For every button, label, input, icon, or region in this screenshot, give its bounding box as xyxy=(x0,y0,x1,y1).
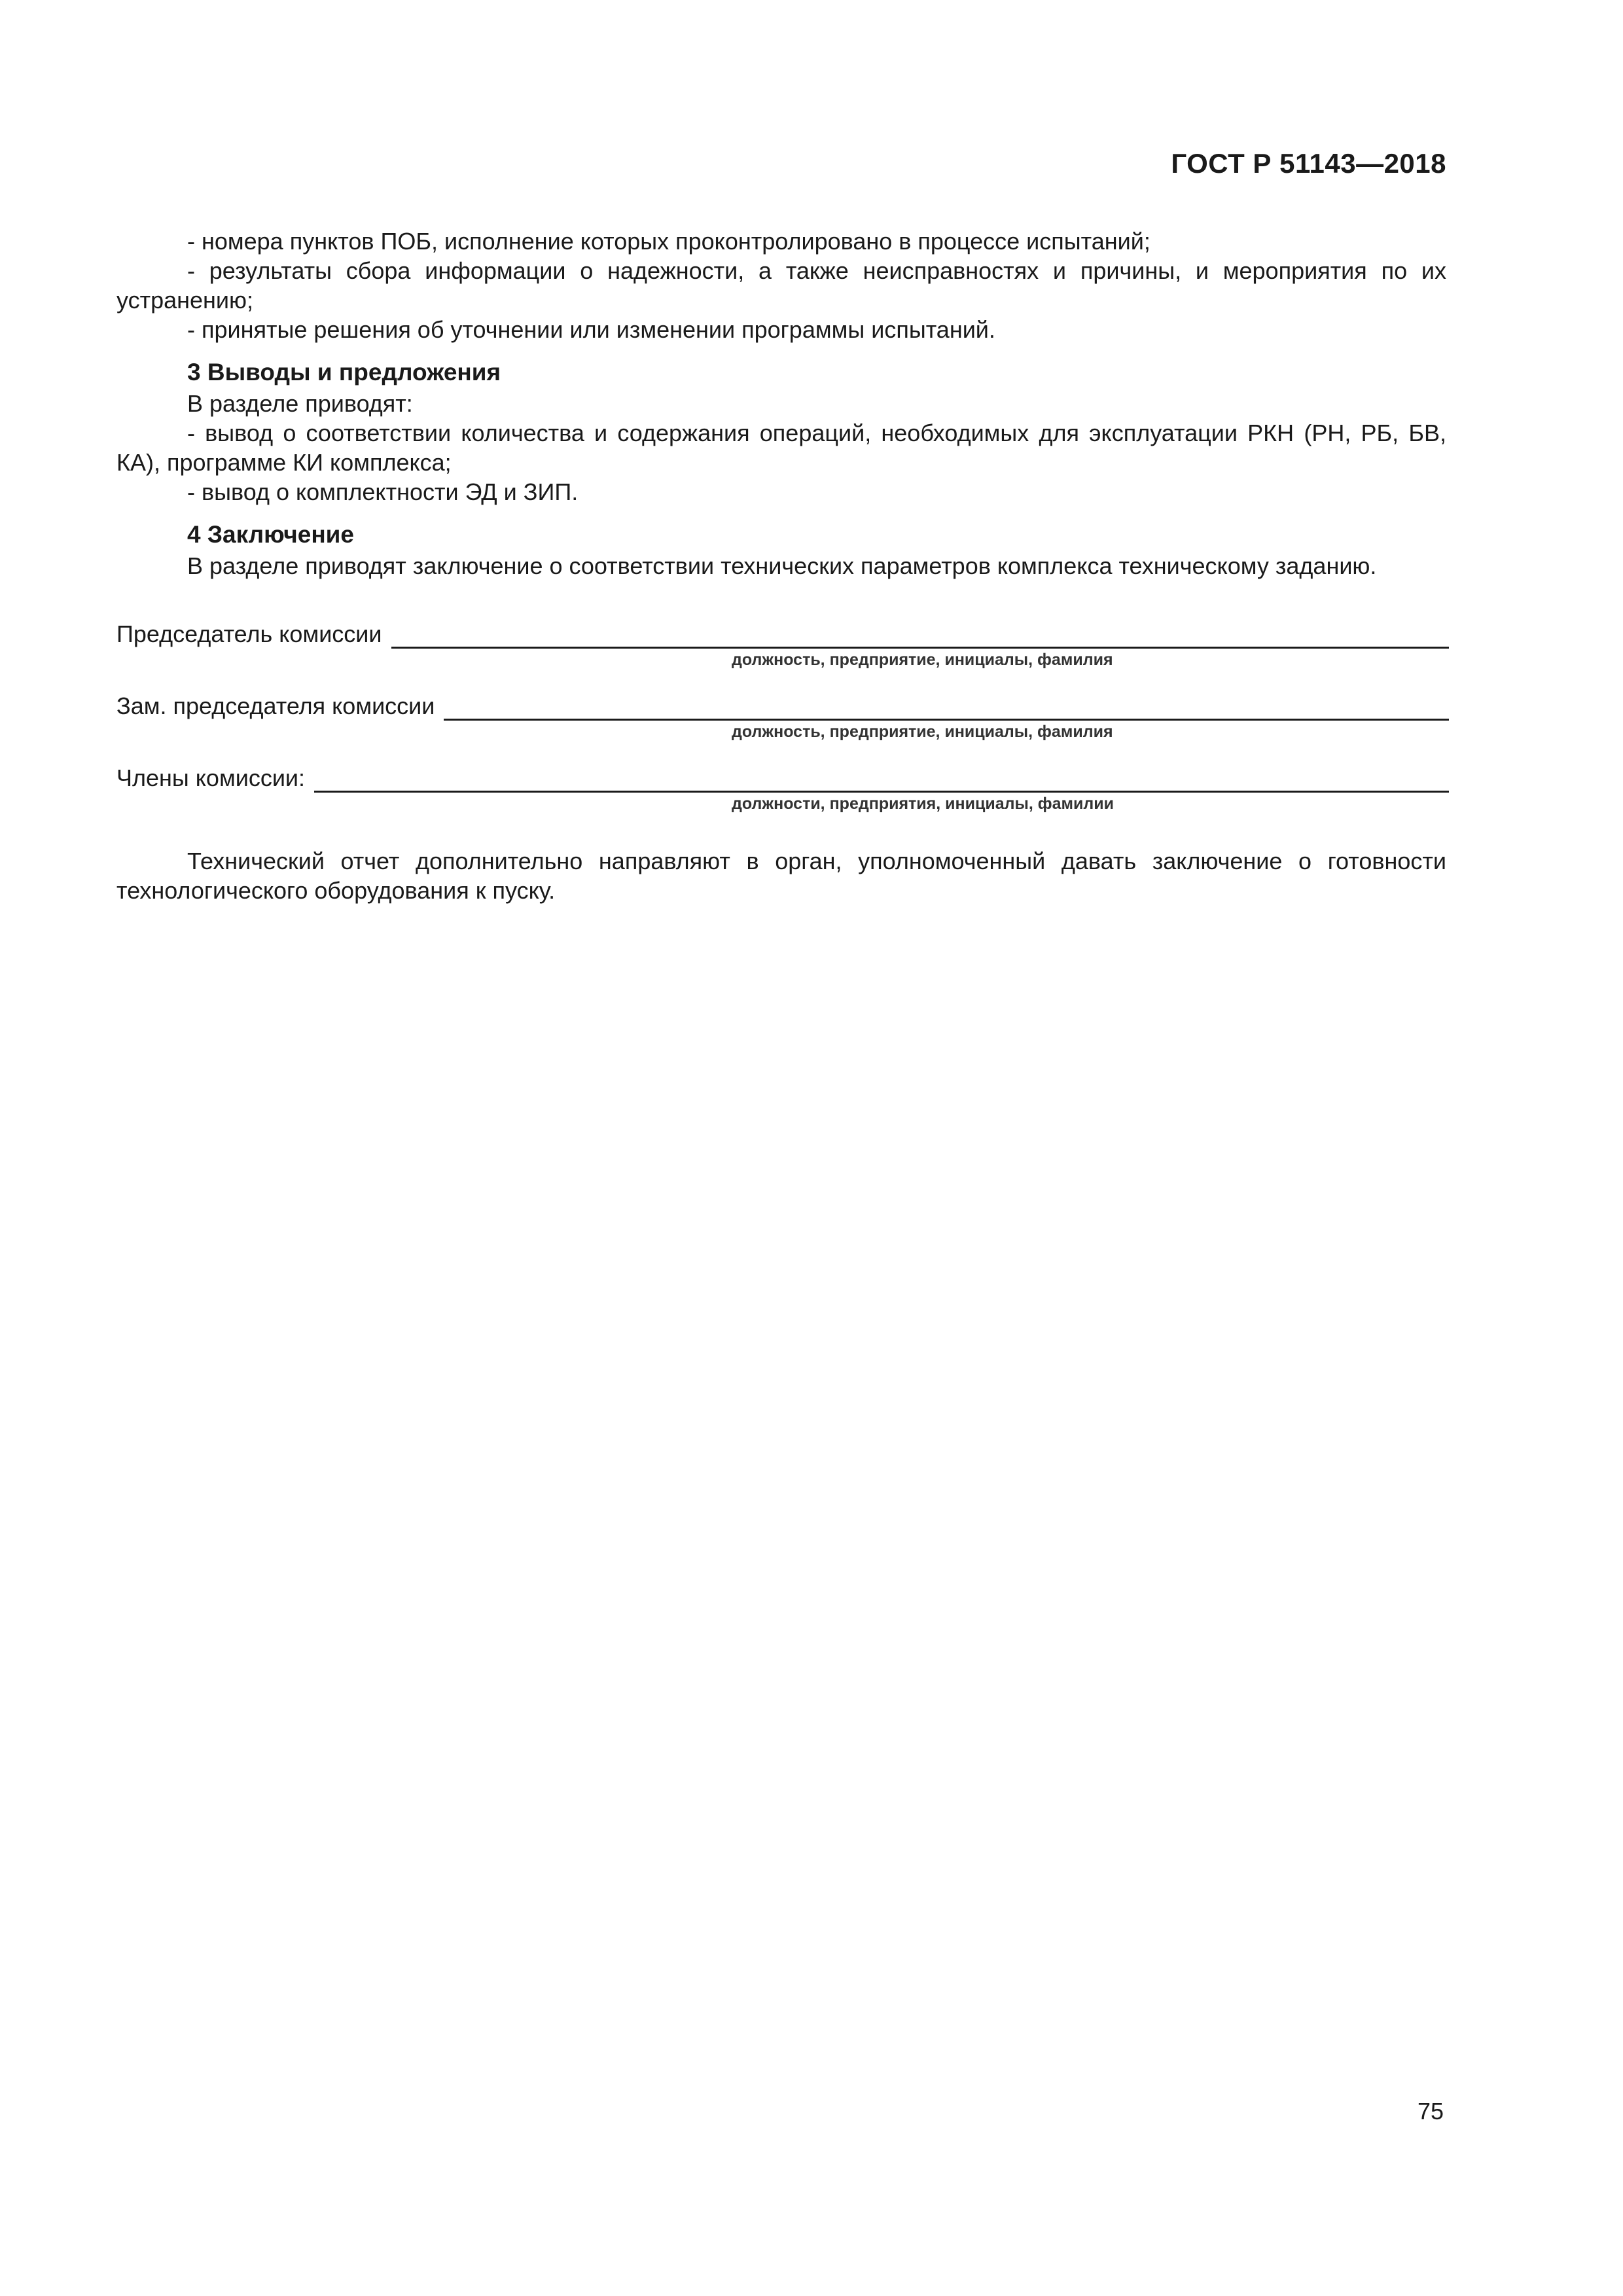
document-code-header: ГОСТ Р 51143—2018 xyxy=(1171,148,1446,179)
section-3-item-1: - вывод о соответствии количества и содержания операций, необходимых для эксплуатации РКН (РН, РБ, БВ, КА), программе КИ комплекса; xyxy=(116,420,1446,476)
section-4-heading: 4 Заключение xyxy=(187,521,355,548)
signature-row-deputy xyxy=(116,692,1446,721)
section-3-lead: В разделе приводят: xyxy=(187,390,413,417)
intro-item-3: - принятые решения об уточнении или изменении программы испытаний. xyxy=(187,316,995,343)
signature-caption-chairman: должность, предприятие, инициалы, фамилия xyxy=(732,651,1113,669)
signature-row-chairman xyxy=(116,620,1446,649)
signature-row-members xyxy=(116,764,1446,793)
closing-paragraph: Технический отчет дополнительно направляют в орган, уполномоченный давать заключение о готовности технологического оборудования к пуску. xyxy=(116,848,1446,904)
section-4-text: В разделе приводят заключение о соответствии технических параметров комплекса техническому заданию. xyxy=(187,552,1377,579)
section-3-heading: 3 Выводы и предложения xyxy=(187,359,501,386)
signature-label-deputy: Зам. председателя комиссии xyxy=(116,692,435,719)
page-number: 75 xyxy=(1417,2098,1444,2125)
signature-caption-members: должности, предприятия, инициалы, фамилии xyxy=(732,795,1114,813)
signature-line-deputy xyxy=(444,696,1449,721)
intro-item-1: - номера пунктов ПОБ, исполнение которых проконтролировано в процессе испытаний; xyxy=(187,228,1150,255)
signature-caption-deputy: должность, предприятие, инициалы, фамилия xyxy=(732,723,1113,741)
signature-label-members: Члены комиссии: xyxy=(116,764,306,791)
signature-line-members xyxy=(314,768,1449,793)
signature-label-chairman: Председатель комиссии xyxy=(116,620,382,647)
signature-block xyxy=(116,620,1446,814)
signature-line-chairman xyxy=(391,624,1449,649)
document-body xyxy=(116,226,1446,905)
intro-item-2: - результаты сбора информации о надежности, а также неисправностях и причины, и мероприятия по их устранению; xyxy=(116,257,1446,314)
section-3-item-2: - вывод о комплектности ЭД и ЗИП. xyxy=(187,478,579,505)
